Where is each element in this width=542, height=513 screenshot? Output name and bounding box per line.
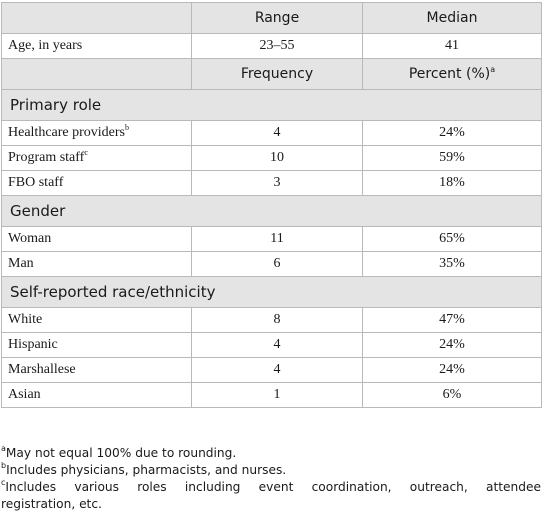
percent-cell: 59% [363,146,542,171]
section-header-row [2,90,542,121]
header-empty-cell [2,3,192,34]
footnote-c-line1: Includes various roles including event coordination, outreach, attendee [5,480,541,494]
row-label-cell [2,383,192,408]
row-label: Asian [8,387,41,402]
footnote-c [1,479,541,496]
frequency-cell: 4 [192,333,363,358]
section-title: Gender [2,196,542,227]
age-range: 23–55 [192,34,363,59]
table-row [2,227,542,252]
row-label: Hispanic [8,337,58,352]
footnote-b-text: Includes physicians, pharmacists, and nurses. [6,463,287,477]
table-row [2,383,542,408]
age-label: Age, in years [2,34,192,59]
percent-cell: 24% [363,121,542,146]
table-footnotes [1,445,541,513]
footnote-c-line2: registration, etc. [1,497,102,511]
header-row-frequency-percent [2,59,542,90]
header-range: Range [192,3,363,34]
footnote-b [1,462,541,479]
row-label: Man [8,256,34,271]
table-row [2,358,542,383]
percent-cell: 24% [363,333,542,358]
row-label: Healthcare providers [8,125,125,140]
table-row [2,333,542,358]
frequency-cell: 4 [192,358,363,383]
table-row [2,252,542,277]
section-title: Primary role [2,90,542,121]
percent-cell: 65% [363,227,542,252]
footnote-marker: c [84,148,88,157]
footnote-a-text: May not equal 100% due to rounding. [5,446,237,460]
row-label: Program staff [8,150,85,165]
header-row-range-median [2,3,542,34]
percent-cell: 18% [363,171,542,196]
demographics-table-container [1,2,541,408]
row-label-cell [2,358,192,383]
footnote-marker: b [125,123,129,132]
row-label-cell [2,121,192,146]
header-percent-label: Percent (%) [408,66,491,82]
footnote-marker-a: a [490,65,496,74]
table-row [2,146,542,171]
row-label: Woman [8,231,52,246]
header-frequency: Frequency [192,59,363,90]
row-label-cell [2,252,192,277]
section-title: Self-reported race/ethnicity [2,277,542,308]
row-label-cell [2,333,192,358]
section-header-row [2,277,542,308]
frequency-cell: 1 [192,383,363,408]
age-row [2,34,542,59]
percent-cell: 47% [363,308,542,333]
row-label-cell [2,171,192,196]
row-label-cell [2,227,192,252]
footnote-a [1,445,541,462]
percent-cell: 6% [363,383,542,408]
table-row [2,308,542,333]
table-row [2,121,542,146]
footnote-c-cont [1,496,541,513]
header-empty-cell-2 [2,59,192,90]
frequency-cell: 10 [192,146,363,171]
frequency-cell: 3 [192,171,363,196]
row-label: White [8,312,43,327]
frequency-cell: 8 [192,308,363,333]
frequency-cell: 6 [192,252,363,277]
header-median: Median [363,3,542,34]
frequency-cell: 11 [192,227,363,252]
row-label: FBO staff [8,175,64,190]
footnote-b-mark: b [1,461,7,470]
percent-cell: 35% [363,252,542,277]
header-percent [363,59,542,90]
section-header-row [2,196,542,227]
footnote-c-mark: c [1,478,6,487]
table-row [2,171,542,196]
row-label: Marshallese [8,362,76,377]
footnote-a-mark: a [1,444,6,453]
demographics-table [1,2,542,408]
row-label-cell [2,146,192,171]
row-label-cell [2,308,192,333]
percent-cell: 24% [363,358,542,383]
age-median: 41 [363,34,542,59]
frequency-cell: 4 [192,121,363,146]
